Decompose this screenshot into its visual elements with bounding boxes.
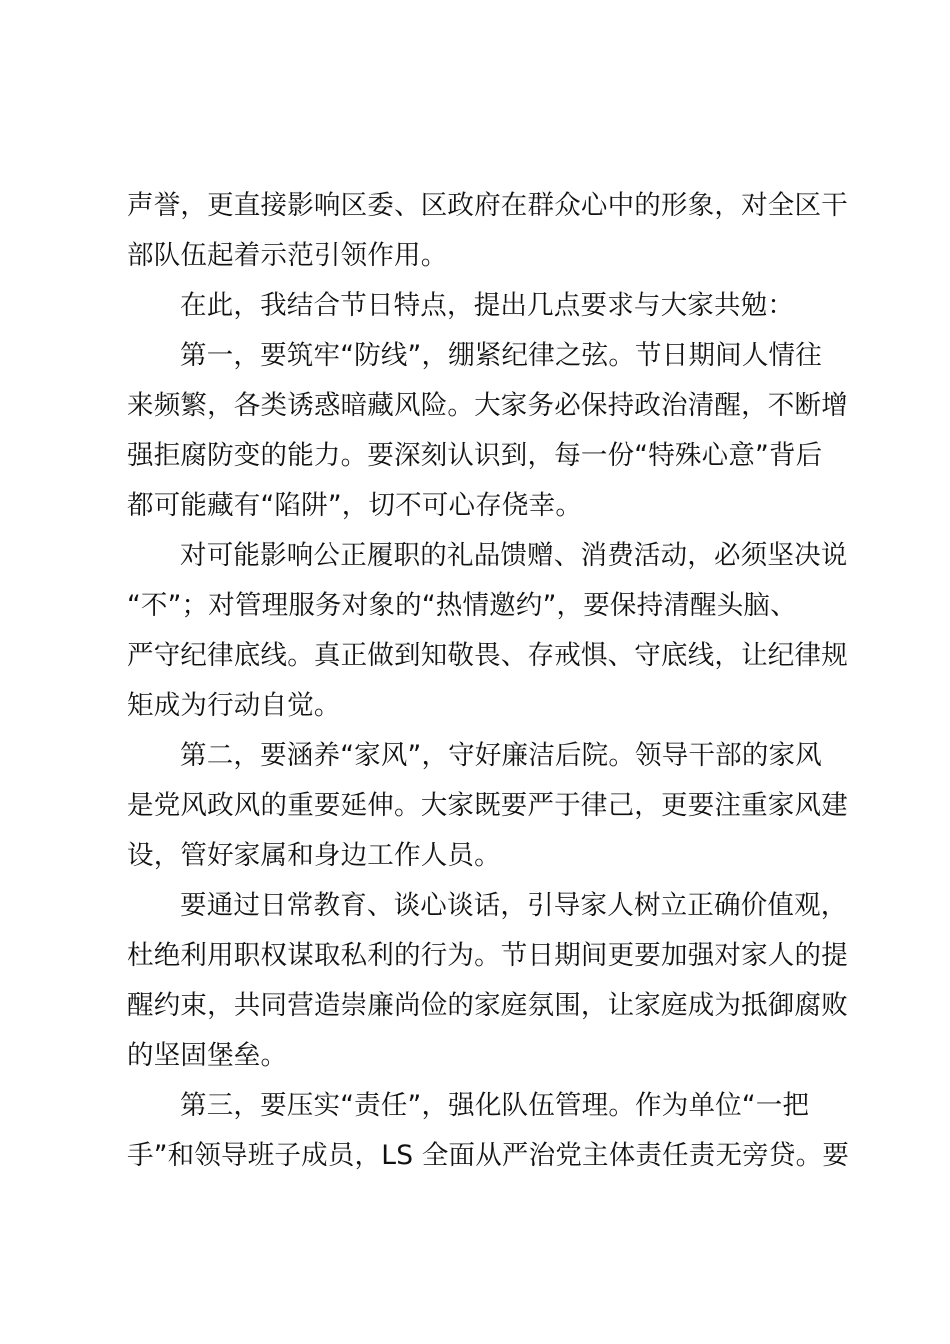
paragraph-start-line: 第一，要筑牢“防线”，绷紧纪律之弦。节日期间人情往 [180,340,822,371]
body-text-line: 强拒腐防变的能力。要深刻认识到，每一份“特殊心意”背后 [127,440,823,471]
body-text-line: 严守纪律底线。真正做到知敬畏、存戒惧、守底线，让纪律规 [127,640,848,671]
body-text-line: 杜绝利用职权谋取私利的行为。节日期间更要加强对家人的提 [127,940,848,971]
body-text-line: 手”和领导班子成员，LS 全面从严治党主体责任责无旁贷。要 [127,1140,850,1171]
body-text-line: 醒约束，共同营造崇廉尚俭的家庭氛围，让家庭成为抵御腐败 [127,990,848,1021]
paragraph-start-line: 第二，要涵养“家风”，守好廉洁后院。领导干部的家风 [180,740,822,771]
body-text-line: 矩成为行动自觉。 [127,690,341,721]
body-text-line: 声誉，更直接影响区委、区政府在群众心中的形象，对全区干 [127,190,848,221]
body-text-line: 的坚固堡垒。 [127,1040,288,1071]
paragraph-start-line: 要通过日常教育、谈心谈话，引导家人树立正确价值观， [180,890,848,921]
body-text-line: 部队伍起着示范引领作用。 [127,240,448,271]
body-text-line: 是党风政风的重要延伸。大家既要严于律己，更要注重家风建 [127,790,848,821]
paragraph-start-line: 对可能影响公正履职的礼品馈赠、消费活动，必须坚决说 [180,540,848,571]
body-text-line: 设，管好家属和身边工作人员。 [127,840,501,871]
paragraph-start-line: 在此，我结合节日特点，提出几点要求与大家共勉： [180,290,795,321]
body-text-line: “不”；对管理服务对象的“热情邀约”，要保持清醒头脑、 [127,590,797,621]
paragraph-start-line: 第三，要压实“责任”，强化队伍管理。作为单位“一把 [180,1090,810,1121]
body-text-line: 来频繁，各类诱惑暗藏风险。大家务必保持政治清醒，不断增 [127,390,848,421]
body-text-line: 都可能藏有“陷阱”，切不可心存侥幸。 [127,490,583,521]
